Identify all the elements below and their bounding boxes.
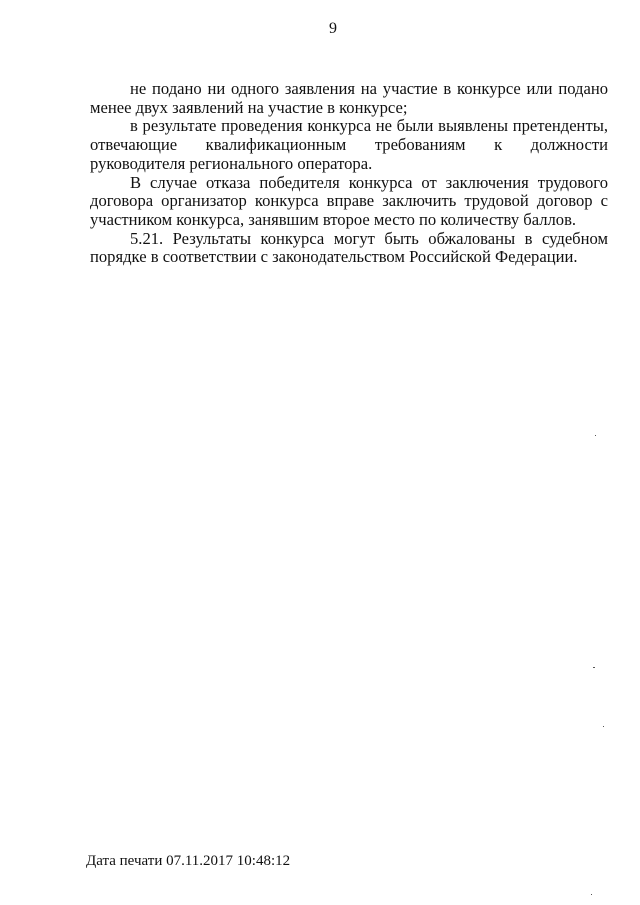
scan-speck	[603, 726, 604, 727]
scan-speck	[595, 435, 596, 436]
paragraph-5-21-appeal: 5.21. Результаты конкурса могут быть обжалованы в судебном порядке в соответствии с законодательством Российской Федерации.	[90, 228, 608, 267]
page-number: 9	[329, 20, 337, 37]
print-date-footer: Дата печати 07.11.2017 10:48:12	[86, 853, 291, 869]
paragraph-no-applications: не подано ни одного заявления на участие в конкурсе или подано менее двух заявлений на участие в конкурсе;	[90, 79, 608, 117]
scan-speck	[593, 667, 595, 668]
document-body	[90, 80, 608, 267]
paragraph-winner-refusal: В случае отказа победителя конкурса от заключения трудового договора организатор конкурса вправе заключить трудовой договор с участником конкурса, занявшим второе место по количеству баллов.	[90, 172, 608, 229]
paragraph-no-qualified-candidates: в результате проведения конкурса не были выявлены претенденты, отвечающие квалификационным требованиям к должности руководителя регионального оператора.	[90, 116, 608, 173]
scan-speck	[591, 894, 592, 895]
